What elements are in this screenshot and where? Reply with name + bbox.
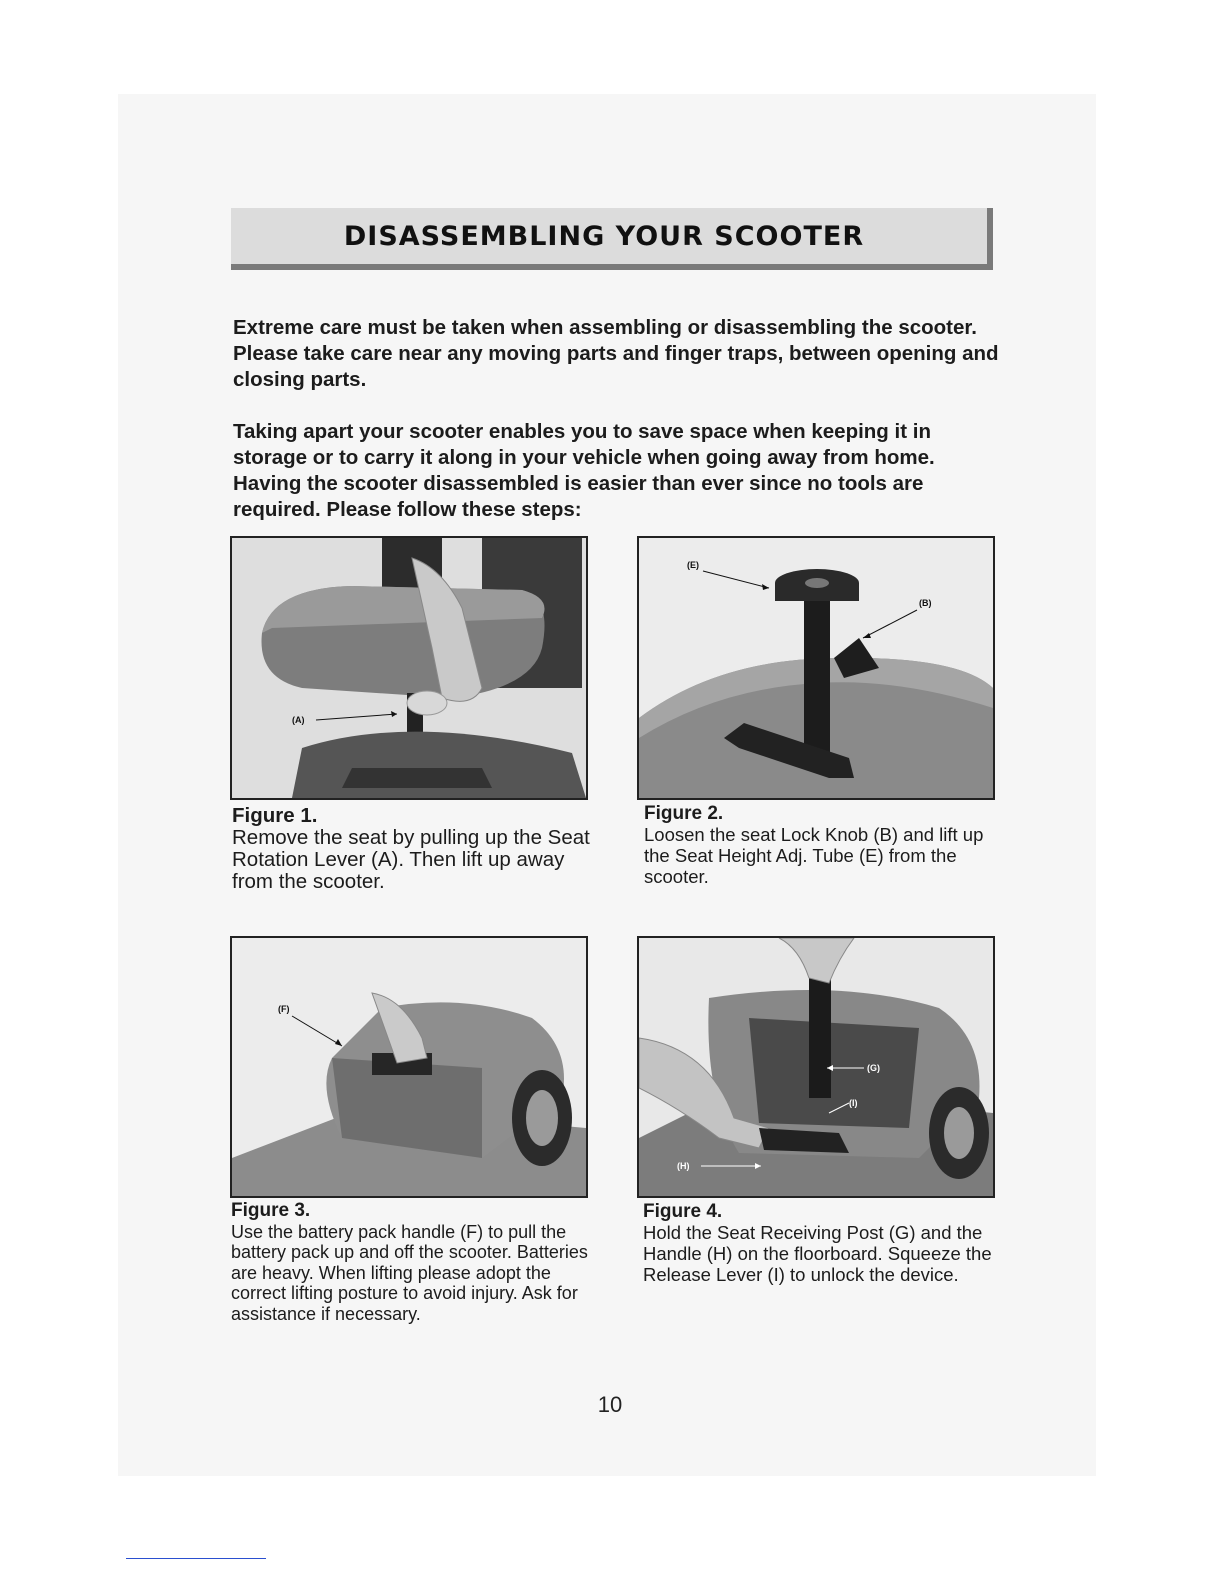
page-number: 10 bbox=[597, 1392, 623, 1417]
figure-3-callout-f: (F) bbox=[278, 1004, 290, 1014]
figure-1-callout-a: (A) bbox=[292, 715, 305, 725]
footer-rule bbox=[126, 1558, 266, 1559]
figure-2-text: Loosen the seat Lock Knob (B) and lift up the Seat Height Adj. Tube (E) from the scooter. bbox=[644, 824, 984, 887]
figure-1-text: Remove the seat by pulling up the Seat Rotation Lever (A). Then lift up away from the scooter. bbox=[232, 826, 590, 893]
figure-2-photo bbox=[637, 536, 995, 800]
figure-3-text: Use the battery pack handle (F) to pull the battery pack up and off the scooter. Batteries are heavy. When lifting please adopt the correct lifting posture to avoid injury. Ask for assistance if necessary. bbox=[231, 1221, 588, 1324]
figure-2-title: Figure 2. bbox=[644, 803, 724, 824]
intro-paragraph: Taking apart your scooter enables you to save space when keeping it in storage or to carry it along in your vehicle when going away from home. Having the scooter disassembled is easier than ever since no tools are required. Please follow these steps: bbox=[233, 420, 935, 521]
figure-3-photo bbox=[230, 936, 588, 1198]
figure-4-text: Hold the Seat Receiving Post (G) and the Handle (H) on the floorboard. Squeeze the Release Lever (I) to unlock the device. bbox=[643, 1222, 992, 1285]
figure-2-caption bbox=[644, 803, 994, 887]
figure-1-caption bbox=[232, 805, 600, 893]
section-title: DISASSEMBLING YOUR SCOOTER bbox=[343, 220, 865, 252]
figure-4-title: Figure 4. bbox=[643, 1201, 723, 1222]
figure-2-callout-e: (E) bbox=[687, 560, 699, 570]
figure-4-callout-h: (H) bbox=[677, 1161, 690, 1171]
figure-4-callout-i: (I) bbox=[849, 1098, 858, 1108]
figure-1-photo bbox=[230, 536, 588, 800]
figure-4-caption bbox=[643, 1201, 993, 1285]
figure-2-callout-b: (B) bbox=[919, 598, 932, 608]
figure-3-title: Figure 3. bbox=[231, 1200, 311, 1221]
figure-1-title: Figure 1. bbox=[232, 804, 318, 827]
safety-paragraph: Extreme care must be taken when assembling or disassembling the scooter. Please take care near any moving parts and finger traps, between opening and closing parts. bbox=[233, 316, 999, 391]
figure-4-photo bbox=[637, 936, 995, 1198]
figure-4-callout-g: (G) bbox=[867, 1063, 880, 1073]
figure-3-caption bbox=[231, 1201, 601, 1324]
section-title-banner bbox=[231, 208, 993, 270]
